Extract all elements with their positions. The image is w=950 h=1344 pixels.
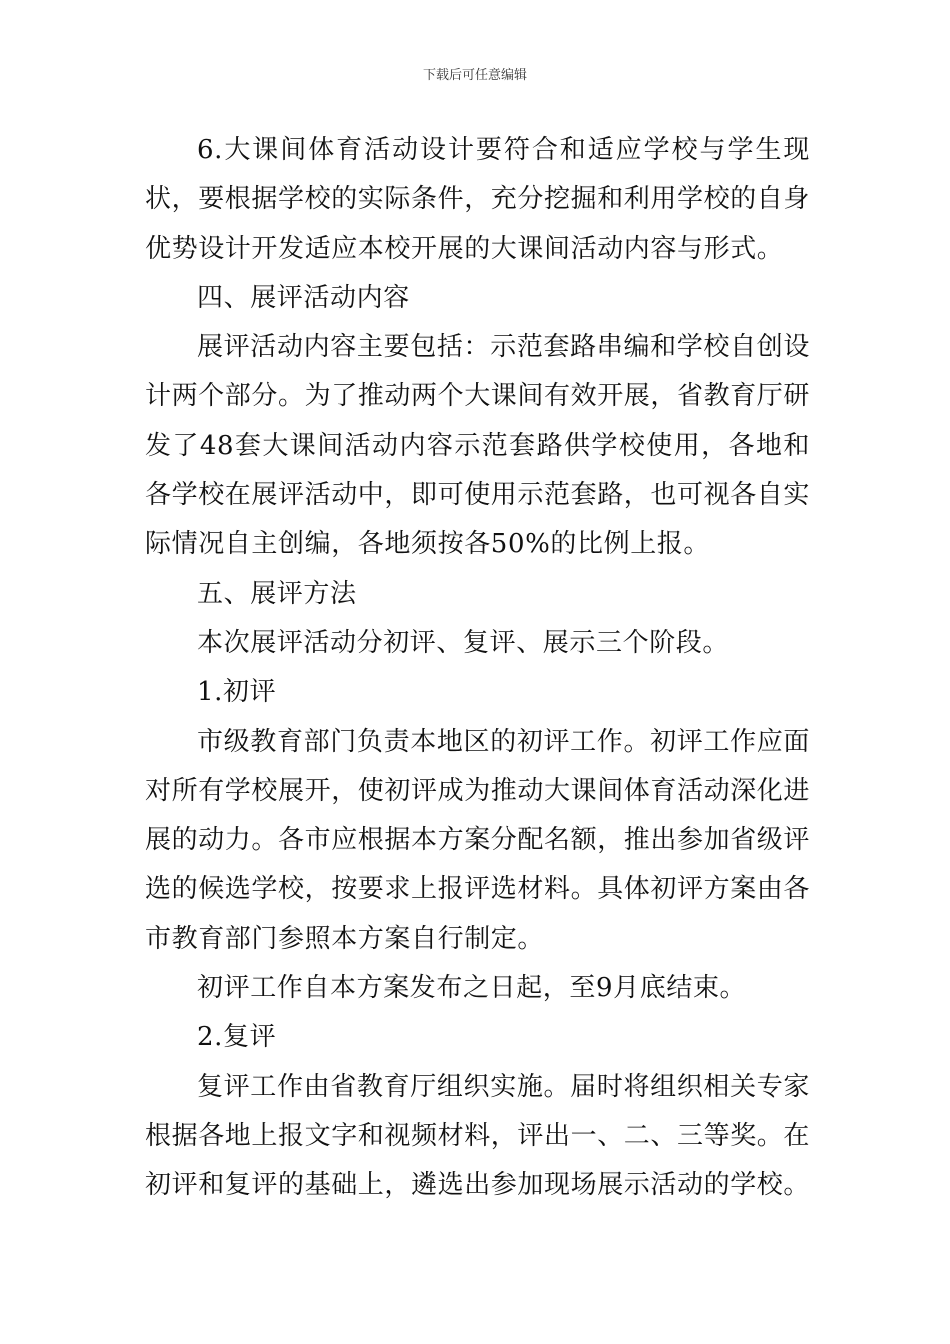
page-header-note: 下载后可任意编辑 [422, 68, 527, 83]
subheading-preliminary: 1.初评 [197, 677, 277, 708]
section-heading-method: 五、展评方法 [197, 578, 357, 609]
document-body [145, 126, 810, 1211]
paragraph-preliminary-description: 市级教育部门负责本地区的初评工作。初评工作应面对所有学校展开，使初评成为推动大课间体育活动深化进展的动力。各市应根据本方案分配名额，推出参加省级评选的候选学校，按要求上报评选材料。具体初评方案由各市教育部门参照本方案自行制定。 [145, 726, 811, 954]
subheading-review: 2.复评 [197, 1022, 277, 1053]
section-heading-content: 四、展评活动内容 [197, 282, 410, 313]
paragraph-review-description: 复评工作由省教育厅组织实施。届时将组织相关专家根据各地上报文字和视频材料，评出一、二、三等奖。在初评和复评的基础上，遴选出参加现场展示活动的学校。 [145, 1071, 811, 1201]
paragraph-design-requirement: 6.大课间体育活动设计要符合和适应学校与学生现状，要根据学校的实际条件，充分挖掘和利用学校的自身优势设计开发适应本校开展的大课间活动内容与形式。 [145, 135, 811, 264]
paragraph-stages: 本次展评活动分初评、复评、展示三个阶段。 [197, 627, 730, 658]
paragraph-preliminary-deadline: 初评工作自本方案发布之日起，至9月底结束。 [197, 973, 747, 1004]
paragraph-content-description: 展评活动内容主要包括：示范套路串编和学校自创设计两个部分。为了推动两个大课间有效开展，省教育厅研发了48套大课间活动内容示范套路供学校使用，各地和各学校在展评活动中，即可使用示范套路，也可视各自实际情况自主创编，各地须按各50%的比例上报。 [145, 332, 811, 560]
